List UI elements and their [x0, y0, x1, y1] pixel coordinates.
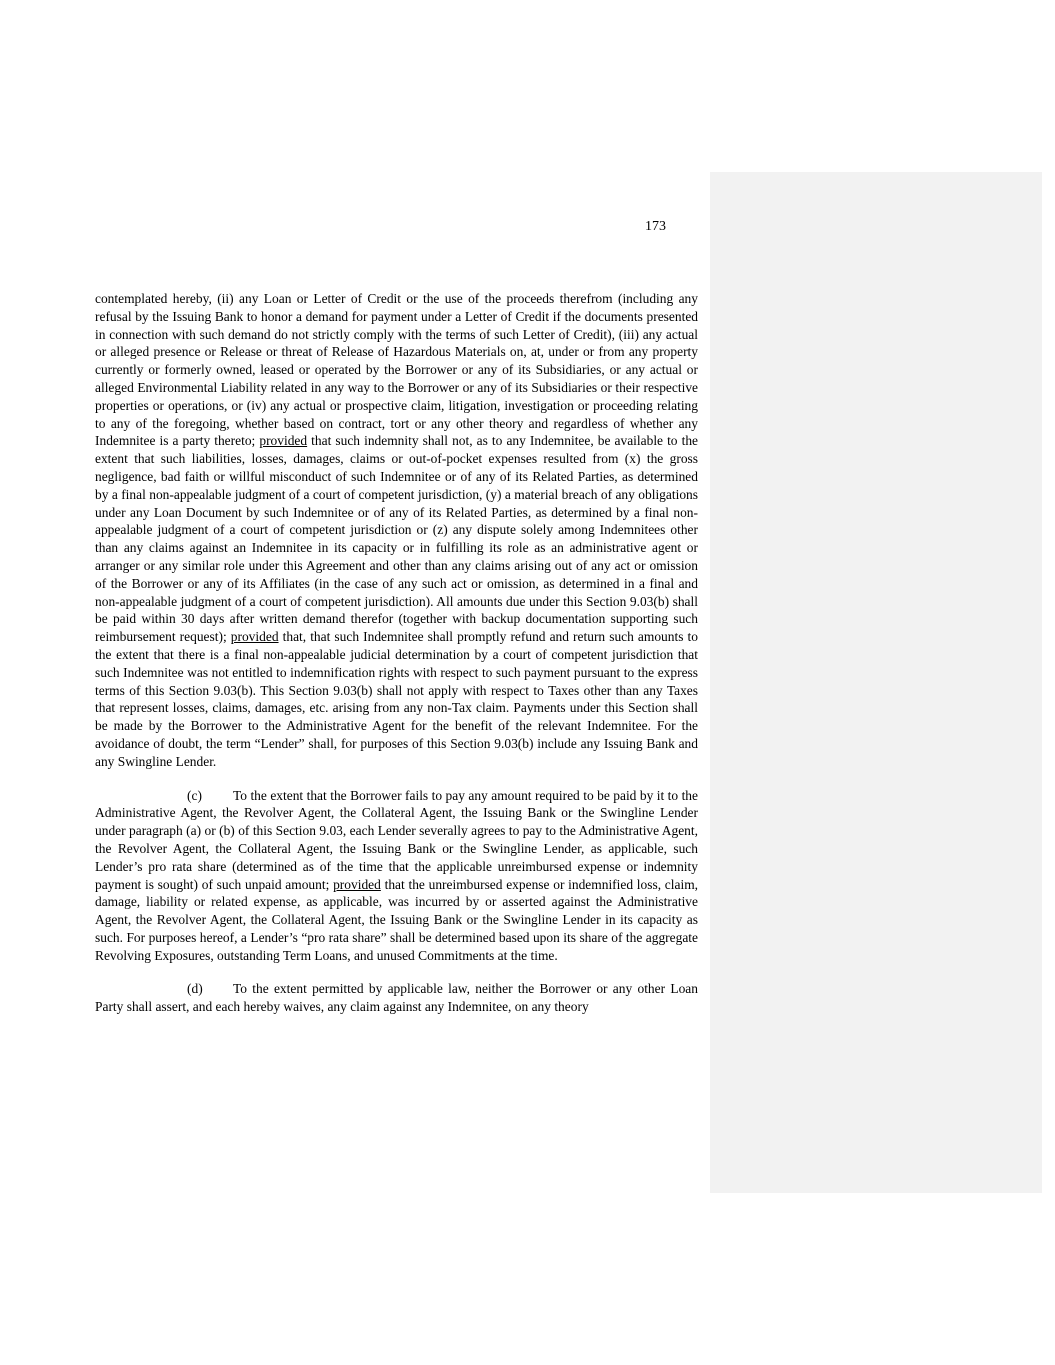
document-body [95, 290, 698, 1016]
paragraph-b-text-2: that such indemnity shall not, as to any Indemnitee, be available to the extent that such liabilities, losses, damages, claims or out-of-pocket expenses resulted from (x) the gross negligence, bad faith or willful misconduct of such Indemnitee or of any of its Related Parties, as determined by a final non-appealable judgment of a court of competent jurisdiction, (y) a material breach of any obligations under any Loan Document by such Indemnitee or of any of its Related Parties, as determined by a final non-appealable judgment of a court of competent jurisdiction or (z) any dispute solely among Indemnitees other than any claims against an Indemnitee in its capacity or in fulfilling its role as an administrative agent or arranger or any similar role under this Agreement and other than any claims arising out of any act or omission of the Borrower or any of its Affiliates (in the case of any such act or omission, as determined in a final and non-appealable judgment of a court of competent jurisdiction). All amounts due under this Section 9.03(b) shall be paid within 30 days after written demand therefor (together with backup documentation supporting such reimbursement request); [95, 433, 699, 645]
paragraph-b-text-3: that, that such Indemnitee shall promptly refund and return such amounts to the extent that there is a final non-appealable judicial determination by a court of competent jurisdiction that such Indemnitee was not entitled to indemnification rights with respect to such payment pursuant to the express terms of this Section 9.03(b). This Section 9.03(b) shall not apply with respect to Taxes other than any Taxes that represent losses, claims, damages, etc. arising from any non-Tax claim. Payments under this Section shall be made by the Borrower to the Administrative Agent for the benefit of the relevant Indemnitee. For the avoidance of doubt, the term “Lender” shall, for purposes of this Section 9.03(b) include any Issuing Bank and any Swingline Lender. [95, 629, 698, 769]
paragraph-c-text-1: To the extent that the Borrower fails to pay any amount required to be paid by it to the Administrative Agent, the Revolver Agent, the Collateral Agent, the Issuing Bank or the Swingline Lender under paragraph (a) or (b) of this Section 9.03, each Lender severally agrees to pay to the Administrative Agent, the Revolver Agent, the Collateral Agent, the Issuing Bank or the Swingline Lender, as applicable, such Lender’s pro rata share (determined as of the time that the applicable unreimbursed expense or indemnity payment is sought) of such unpaid amount; [95, 787, 698, 892]
paragraph-c [95, 787, 698, 965]
provided-term: provided [230, 629, 279, 645]
paragraph-d-text: To the extent permitted by applicable law, neither the Borrower or any other Loan Party shall assert, and each hereby waives, any claim against any Indemnitee, on any theory [95, 981, 698, 1015]
provided-term: provided [333, 876, 381, 892]
comment-pane [710, 172, 1042, 1193]
paragraph-b-continuation [95, 290, 698, 771]
paragraph-c-label: (c) [187, 787, 202, 803]
provided-term: provided [259, 433, 308, 449]
paragraph-d-label: (d) [187, 981, 203, 997]
paragraph-d [95, 980, 698, 1016]
page-number: 173 [645, 219, 666, 234]
paragraph-c-text-2: that the unreimbursed expense or indemnified loss, claim, damage, liability or related expense, as applicable, was incurred by or asserted against the Administrative Agent, the Revolver Agent, the Collateral Agent, the Issuing Bank or the Swingline Lender in its capacity as such. For purposes hereof, a Lender’s “pro rata share” shall be determined based upon its share of the aggregate Revolving Exposures, outstanding Term Loans, and unused Commitments at the time. [95, 876, 698, 963]
paragraph-b-text-1: contemplated hereby, (ii) any Loan or Letter of Credit or the use of the proceeds therefrom (including any refusal by the Issuing Bank to honor a demand for payment under a Letter of Credit if the documents presented in connection with such demand do not strictly comply with the terms of such Letter of Credit), (iii) any actual or alleged presence or Release or threat of Release of Hazardous Materials on, at, under or from any property currently or formerly owned, leased or operated by the Borrower or any of its Subsidiaries, or any actual or alleged Environmental Liability related in any way to the Borrower or any of its Subsidiaries or their respective properties or operations, or (iv) any actual or prospective claim, litigation, investigation or proceeding relating to any of the foregoing, whether based on contract, tort or any other theory and regardless of whether any Indemnitee is a party thereto; [95, 291, 698, 449]
